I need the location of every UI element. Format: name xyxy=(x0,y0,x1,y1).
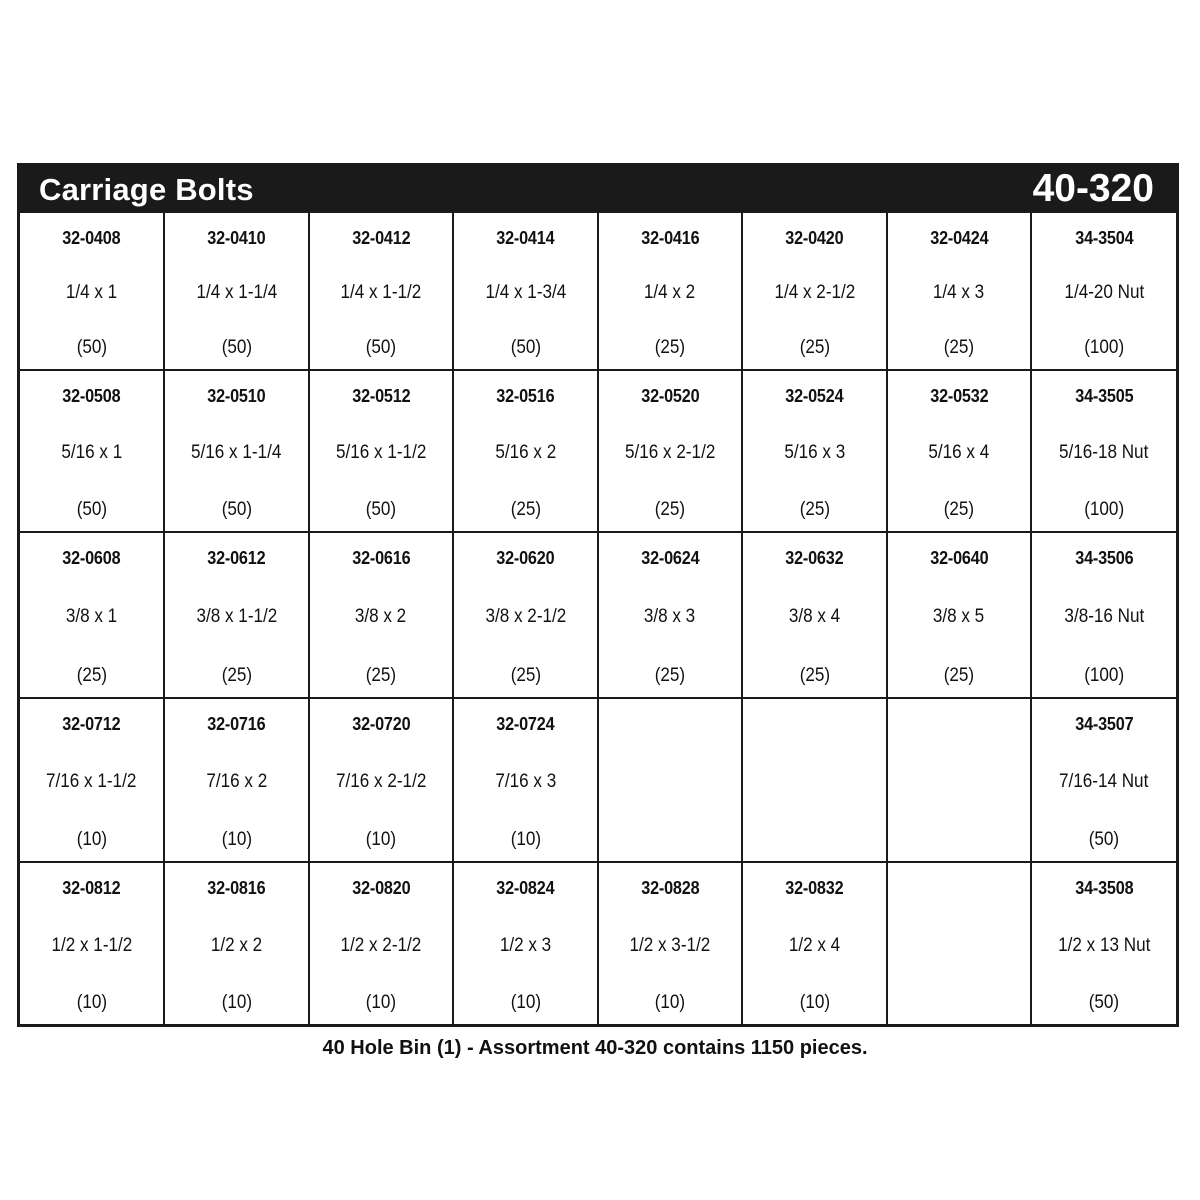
bin-cell xyxy=(743,371,886,531)
bin-cell xyxy=(310,699,452,861)
bolt-size: 1/4 x 3 xyxy=(933,282,985,303)
bin-cell xyxy=(165,213,308,369)
bolt-size: 1/4 x 1 xyxy=(65,282,118,303)
quantity: (50) xyxy=(221,499,252,520)
bin-cell xyxy=(1032,699,1176,861)
bin-cell xyxy=(1032,863,1176,1024)
part-number: 32-0510 xyxy=(207,386,266,406)
bin-cell xyxy=(165,699,308,861)
quantity: (50) xyxy=(365,499,397,520)
assortment-code: 40-320 xyxy=(1032,167,1154,210)
quantity: (10) xyxy=(799,992,830,1013)
quantity: (10) xyxy=(76,829,107,850)
bolt-size: 3/8 x 3 xyxy=(644,606,696,627)
bin-cell xyxy=(20,863,163,1024)
bolt-size: 3/8 x 1 xyxy=(65,606,118,627)
bin-cell xyxy=(454,699,597,861)
bin-cell xyxy=(454,863,597,1024)
part-number: 32-0516 xyxy=(496,386,555,406)
part-number: 32-0420 xyxy=(785,228,844,248)
quantity: (10) xyxy=(221,992,252,1013)
bin-cell xyxy=(743,863,886,1024)
bin-cell xyxy=(165,533,308,697)
quantity: (10) xyxy=(510,992,541,1013)
part-number: 32-0414 xyxy=(496,228,555,248)
bolt-size: 7/16 x 1-1/2 xyxy=(46,771,137,792)
bin-cell xyxy=(1032,371,1176,531)
assortment-chart xyxy=(17,163,1179,1027)
bolt-size: 3/8 x 5 xyxy=(933,606,985,627)
part-number: 34-3505 xyxy=(1074,386,1134,406)
quantity: (50) xyxy=(221,337,252,358)
bin-cell xyxy=(743,533,886,697)
part-number: 32-0632 xyxy=(785,548,844,568)
footer-note: 40 Hole Bin (1) - Assortment 40-320 contains 1150 pieces. xyxy=(322,1037,868,1059)
bin-cell xyxy=(888,213,1030,369)
quantity: (100) xyxy=(1084,665,1124,686)
part-number: 32-0624 xyxy=(640,548,700,568)
bin-cell xyxy=(20,213,163,369)
bolt-size: 1/2 x 3-1/2 xyxy=(629,934,711,956)
bin-cell xyxy=(599,213,741,369)
part-number: 32-0608 xyxy=(62,548,121,568)
bin-cell xyxy=(20,699,163,861)
part-number: 32-0716 xyxy=(207,714,266,734)
quantity: (100) xyxy=(1084,499,1124,520)
bin-cell xyxy=(310,533,452,697)
part-number: 34-3507 xyxy=(1074,714,1134,734)
bin-cell xyxy=(1032,213,1176,369)
quantity: (10) xyxy=(654,992,686,1013)
bolt-size: 1/4 x 2-1/2 xyxy=(774,282,855,303)
bin-cell xyxy=(888,371,1030,531)
bin-cell xyxy=(165,371,308,531)
part-number: 32-0712 xyxy=(62,714,121,734)
bolt-size: 3/8 x 4 xyxy=(788,606,841,627)
part-number: 32-0812 xyxy=(62,878,121,898)
quantity: (25) xyxy=(943,665,975,686)
quantity: (25) xyxy=(943,499,975,520)
bolt-size: 1/2 x 2-1/2 xyxy=(340,934,422,956)
quantity: (50) xyxy=(365,337,397,358)
bolt-size: 1/2 x 2 xyxy=(210,934,263,956)
bin-cell xyxy=(454,533,597,697)
bolt-size: 5/16 x 1-1/4 xyxy=(191,442,282,463)
bin-cell xyxy=(599,371,741,531)
bolt-size: 5/16 x 2-1/2 xyxy=(624,442,716,463)
part-number: 32-0524 xyxy=(785,386,844,406)
part-number: 32-0532 xyxy=(929,386,989,406)
bin-cell xyxy=(20,533,163,697)
bolt-size: 5/16 x 1-1/2 xyxy=(335,442,427,463)
quantity: (100) xyxy=(1084,337,1124,358)
part-number: 32-0612 xyxy=(207,548,266,568)
bolt-size: 1/2 x 1-1/2 xyxy=(51,934,132,956)
part-number: 32-0820 xyxy=(351,878,411,898)
bin-cell xyxy=(310,371,452,531)
part-number: 32-0640 xyxy=(929,548,989,568)
bolt-size: 7/16 x 3 xyxy=(495,771,556,792)
bolt-size: 5/16-18 Nut xyxy=(1059,442,1149,463)
bin-cell xyxy=(1032,533,1176,697)
bolt-size: 1/4 x 2 xyxy=(644,282,696,303)
quantity: (25) xyxy=(510,665,541,686)
quantity: (10) xyxy=(76,992,107,1013)
bolt-size: 3/8 x 2-1/2 xyxy=(485,606,566,627)
bin-cell xyxy=(888,533,1030,697)
bolt-size: 7/16-14 Nut xyxy=(1059,771,1149,792)
bolt-size: 7/16 x 2-1/2 xyxy=(335,771,427,792)
quantity: (50) xyxy=(1088,992,1120,1013)
quantity: (50) xyxy=(76,337,107,358)
bin-cell xyxy=(599,533,741,697)
part-number: 32-0408 xyxy=(62,228,121,248)
part-number: 32-0424 xyxy=(929,228,989,248)
part-number: 32-0720 xyxy=(351,714,411,734)
part-number: 34-3506 xyxy=(1074,548,1134,568)
quantity: (25) xyxy=(510,499,541,520)
quantity: (50) xyxy=(510,337,541,358)
bolt-size: 1/4 x 1-1/2 xyxy=(340,282,422,303)
part-number: 32-0412 xyxy=(351,228,411,248)
bin-cell xyxy=(20,371,163,531)
quantity: (25) xyxy=(654,337,686,358)
quantity: (10) xyxy=(365,829,397,850)
part-number: 32-0816 xyxy=(207,878,266,898)
part-number: 34-3508 xyxy=(1074,878,1134,898)
part-number: 32-0824 xyxy=(496,878,555,898)
bin-cell xyxy=(454,371,597,531)
bolt-size: 3/8-16 Nut xyxy=(1064,606,1144,627)
bolt-size: 1/2 x 13 Nut xyxy=(1057,934,1151,956)
bolt-size: 1/4 x 1-1/4 xyxy=(196,282,277,303)
page-title: Carriage Bolts xyxy=(39,172,254,207)
bolt-size: 5/16 x 2 xyxy=(495,442,556,463)
bin-grid xyxy=(20,213,1176,1024)
quantity: (25) xyxy=(943,337,975,358)
bin-cell-empty xyxy=(599,699,741,861)
part-number: 32-0832 xyxy=(785,878,844,898)
part-number: 32-0416 xyxy=(640,228,700,248)
part-number: 32-0512 xyxy=(351,386,411,406)
part-number: 32-0410 xyxy=(207,228,266,248)
bin-cell-empty xyxy=(888,699,1030,861)
bolt-size: 3/8 x 2 xyxy=(355,606,407,627)
quantity: (10) xyxy=(510,829,541,850)
quantity: (25) xyxy=(221,665,252,686)
bolt-size: 1/2 x 3 xyxy=(499,934,552,956)
bolt-size: 3/8 x 1-1/2 xyxy=(196,606,277,627)
quantity: (25) xyxy=(799,337,830,358)
bin-cell-empty xyxy=(743,699,886,861)
bolt-size: 5/16 x 4 xyxy=(928,442,990,463)
part-number: 32-0828 xyxy=(640,878,700,898)
part-number: 34-3504 xyxy=(1074,228,1134,248)
quantity: (25) xyxy=(799,499,830,520)
bin-cell xyxy=(310,863,452,1024)
quantity: (25) xyxy=(365,665,397,686)
bin-cell xyxy=(165,863,308,1024)
bolt-size: 1/4 x 1-3/4 xyxy=(485,282,566,303)
quantity: (50) xyxy=(76,499,107,520)
part-number: 32-0508 xyxy=(62,386,121,406)
part-number: 32-0724 xyxy=(496,714,555,734)
quantity: (50) xyxy=(1088,829,1120,850)
quantity: (25) xyxy=(799,665,830,686)
bin-cell-empty xyxy=(888,863,1030,1024)
quantity: (25) xyxy=(654,665,686,686)
quantity: (25) xyxy=(654,499,686,520)
bin-cell xyxy=(743,213,886,369)
part-number: 32-0616 xyxy=(351,548,411,568)
bolt-size: 7/16 x 2 xyxy=(206,771,267,792)
bin-cell xyxy=(599,863,741,1024)
part-number: 32-0620 xyxy=(496,548,555,568)
bin-cell xyxy=(454,213,597,369)
bin-cell xyxy=(310,213,452,369)
bolt-size: 1/4-20 Nut xyxy=(1064,282,1144,303)
part-number: 32-0520 xyxy=(640,386,700,406)
quantity: (25) xyxy=(76,665,107,686)
bolt-size: 5/16 x 3 xyxy=(784,442,845,463)
bolt-size: 5/16 x 1 xyxy=(61,442,122,463)
header-bar xyxy=(20,166,1176,213)
quantity: (10) xyxy=(221,829,252,850)
bolt-size: 1/2 x 4 xyxy=(788,934,841,956)
quantity: (10) xyxy=(365,992,397,1013)
